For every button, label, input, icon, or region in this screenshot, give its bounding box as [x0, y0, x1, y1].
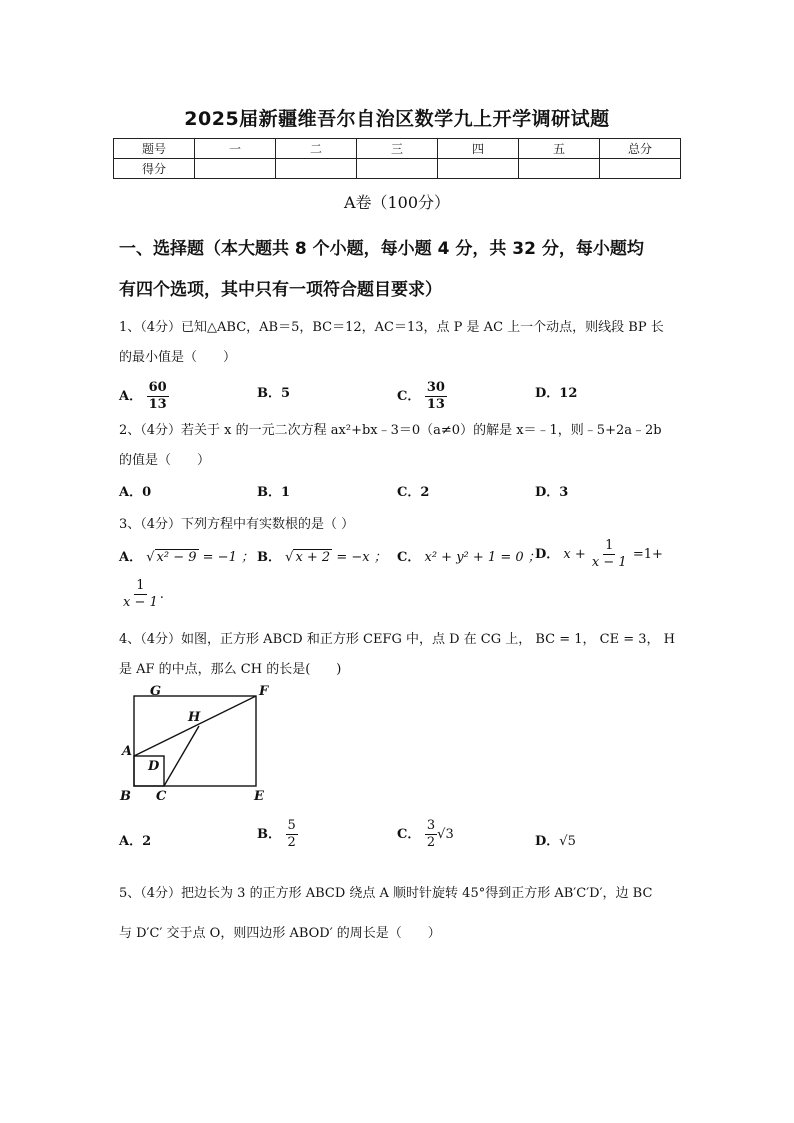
- q1-stem-line2: 的最小值是（ ）: [119, 350, 237, 365]
- score-cell: [357, 159, 438, 179]
- q3-option-b: [257, 546, 387, 565]
- score-header-cell: 五: [519, 139, 600, 159]
- option-value: 12: [559, 386, 578, 401]
- q2-option-c: [397, 481, 429, 500]
- label-h: H: [188, 710, 201, 725]
- option-label: A．: [119, 550, 143, 565]
- option-label: C．: [397, 827, 421, 842]
- fraction: [286, 818, 298, 851]
- score-header-cell: 题号: [114, 139, 195, 159]
- numerator: 5: [287, 818, 296, 833]
- q3-stem: 3、（4分）下列方程中有实数根的是（ ）: [119, 517, 355, 532]
- score-table-header-row: [114, 139, 681, 159]
- label-b: B: [120, 789, 131, 804]
- option-label: C．: [397, 550, 421, 565]
- option-value: 5: [281, 386, 291, 401]
- q2-option-d: [535, 481, 568, 500]
- fraction: [425, 380, 447, 413]
- score-cell: [438, 159, 519, 179]
- radicand-text: x² − 9: [156, 550, 197, 565]
- fraction: [425, 818, 437, 851]
- option-label: B．: [257, 485, 281, 500]
- volume-heading: A卷（100分）: [343, 193, 451, 212]
- fraction: [590, 538, 629, 571]
- option-label: A．: [119, 485, 143, 500]
- q4-option-b: [257, 818, 298, 851]
- score-header-cell: 总分: [600, 139, 681, 159]
- option-label: C．: [397, 485, 421, 500]
- option-label: C．: [397, 389, 421, 404]
- fraction: [147, 380, 169, 413]
- q4-option-d: [535, 830, 576, 849]
- option-value: 3: [559, 485, 569, 500]
- segment-af: [134, 696, 256, 756]
- option-label: D．: [535, 386, 560, 401]
- option-pre: x +: [563, 547, 586, 562]
- score-table: [113, 138, 681, 179]
- option-value: 2: [142, 834, 152, 849]
- denominator: x − 1: [591, 555, 627, 570]
- option-value: 0: [142, 485, 152, 500]
- option-rest: = −x ；: [336, 550, 387, 565]
- section-heading-line2: 有四个选项，其中只有一项符合题目要求）: [119, 280, 442, 300]
- score-cell: [276, 159, 357, 179]
- segment-ch: [164, 726, 199, 786]
- option-value: √5: [559, 834, 576, 849]
- option-label: D．: [535, 834, 560, 849]
- option-label: A．: [119, 834, 143, 849]
- label-a: A: [122, 744, 133, 759]
- sqrt-sign: √: [146, 550, 155, 565]
- q3-option-d: [535, 538, 663, 571]
- q3-option-d-continued: [121, 578, 164, 611]
- label-f: F: [259, 684, 269, 699]
- denominator: 2: [287, 835, 296, 850]
- option-label: D．: [535, 485, 560, 500]
- option-post: =1+: [632, 547, 663, 562]
- radicand: [293, 549, 332, 565]
- numerator: 3: [426, 818, 436, 833]
- option-value: 1: [281, 485, 291, 500]
- denominator: x − 1: [123, 595, 158, 610]
- option-equation: x² + y² + 1 = 0 ；: [424, 550, 541, 565]
- option-label: A．: [119, 389, 143, 404]
- option-rest: = −1 ；: [202, 550, 254, 565]
- radicand: [155, 549, 199, 565]
- numerator: 1: [605, 538, 614, 553]
- score-header-cell: 三: [357, 139, 438, 159]
- numerator: 1: [136, 578, 145, 593]
- section-heading-line1: 一、选择题（本大题共 8 个小题，每小题 4 分，共 32 分，每小题均: [119, 239, 644, 259]
- q1-option-a: [119, 380, 169, 413]
- q1-stem-line1: 1、（4分）已知△ABC，AB＝5，BC＝12，AC＝13，点 P 是 AC 上一个动点，则线段 BP 长: [119, 320, 664, 335]
- q3-option-a: [119, 546, 254, 565]
- label-c: C: [156, 789, 167, 804]
- sqrt-sign: √: [285, 550, 294, 565]
- option-value: 2: [420, 485, 430, 500]
- label-g: G: [150, 684, 162, 699]
- option-label: B．: [257, 386, 281, 401]
- q4-stem-line1: 4、（4分）如图，正方形 ABCD 和正方形 CEFG 中，点 D 在 CG 上， BC = 1， CE = 3， H: [119, 632, 676, 647]
- q4-option-c: [397, 818, 454, 851]
- denominator: 13: [426, 397, 445, 412]
- q1-option-b: [257, 382, 290, 401]
- option-label: B．: [257, 827, 281, 842]
- q1-option-d: [535, 382, 577, 401]
- q5-stem-line1: 5、（4分）把边长为 3 的正方形 ABCD 绕点 A 顺时针旋转 45°得到正方形 AB′C′D′，边 BC: [119, 886, 653, 901]
- option-tail: √3: [437, 827, 454, 842]
- radicand-text: x + 2: [295, 550, 331, 565]
- fraction: [121, 578, 160, 611]
- score-cell: [195, 159, 276, 179]
- option-label: D．: [535, 547, 560, 562]
- score-cell: [519, 159, 600, 179]
- denominator: 13: [148, 397, 167, 412]
- exam-title: 2025届新疆维吾尔自治区数学九上开学调研试题: [184, 108, 610, 130]
- q4-figure: [116, 682, 276, 804]
- q2-stem-line1: 2、（4分）若关于 x 的一元二次方程 ax²+bx﹣3＝0（a≠0）的解是 x＝﹣1，则﹣5+2a﹣2b: [119, 423, 662, 438]
- q1-option-c: [397, 380, 447, 413]
- label-e: E: [254, 789, 264, 804]
- q5-stem-line2: 与 D′C′ 交于点 O，则四边形 ABOD′ 的周长是（ ）: [119, 926, 441, 941]
- denominator: 2: [426, 835, 436, 850]
- label-d: D: [148, 759, 160, 774]
- option-end: .: [159, 587, 164, 602]
- option-label: B．: [257, 550, 281, 565]
- score-header-cell: 四: [438, 139, 519, 159]
- score-table-score-row: [114, 159, 681, 179]
- numerator: 60: [148, 380, 167, 395]
- score-header-cell: 二: [276, 139, 357, 159]
- numerator: 30: [426, 380, 445, 395]
- q2-option-b: [257, 481, 290, 500]
- q2-stem-line2: 的值是（ ）: [119, 453, 211, 468]
- q4-stem-line2: 是 AF 的中点，那么 CH 的长是( ): [119, 662, 342, 677]
- q4-option-a: [119, 830, 151, 849]
- score-cell: [600, 159, 681, 179]
- q2-option-a: [119, 481, 151, 500]
- score-row-label: 得分: [114, 159, 195, 179]
- score-header-cell: 一: [195, 139, 276, 159]
- q3-option-c: [397, 546, 541, 565]
